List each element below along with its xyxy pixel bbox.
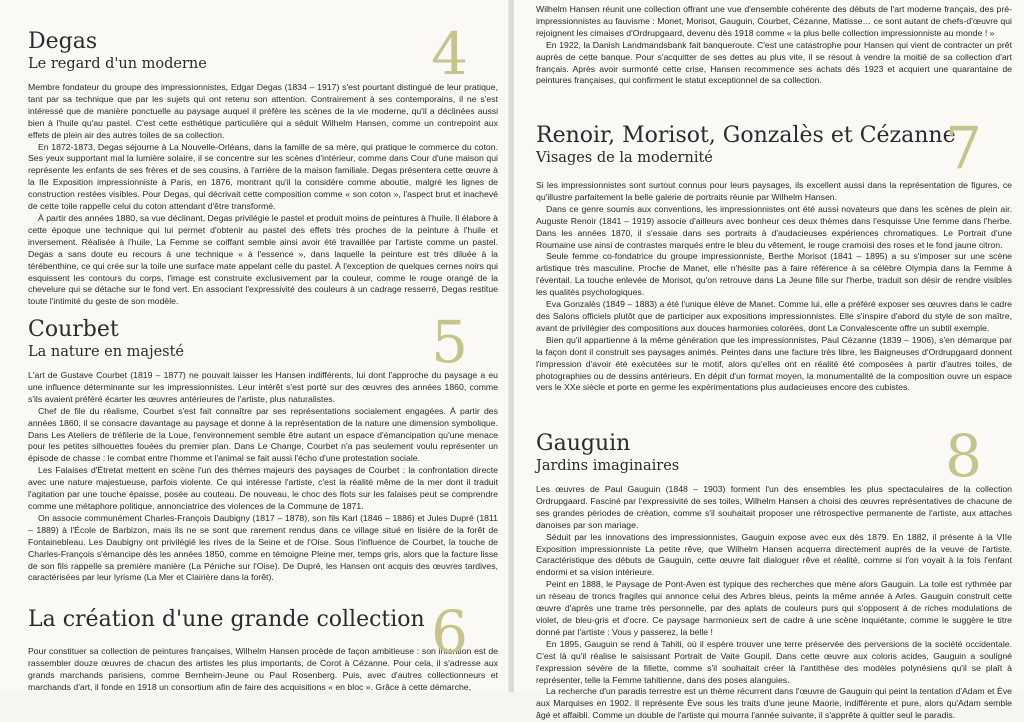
- section-intro-continued: [536, 4, 1012, 87]
- paragraph: Si les impressionnistes sont surtout connus pour leurs paysages, ils excellent aussi dans la représentation de figures, ce qu'illustre parfaitement la belle galerie de portraits réunie par Wilhelm Hansen.: [536, 180, 1012, 202]
- paragraph: Peint en 1888, le Paysage de Pont-Aven est typique des recherches que mène alors Gauguin. La toile est rythmée par un réseau de troncs fragiles qui annonce celui des Arbres bleus, peints la même année à Arles. Gauguin construit cette œuvre d'après une trame très personnelle, par des aplats de couleurs purs qui s'opposent à de riches modulations de violet, de bleu-gris et d'ocre. Ce paysage harmonieux sert de cadre à une scène inquiétante, comme le suggère le titre donné par l'artiste : Vous y passerez, la belle !: [536, 579, 1012, 637]
- section-body: [536, 180, 1012, 394]
- paragraph: Seule femme co-fondatrice du groupe impressionniste, Berthe Morisot (1841 – 1895) a su s'imposer sur une scène artistique très masculine. Proche de Manet, elle n'hésite pas à faire référence à sa célèbre Olympia dans la Femme à l'éventail. La touche enlevée de Morisot, qu'on retrouve dans La Jeune fille sur l'herbe, traduit son désir de rendre visibles les qualités psychologiques.: [536, 251, 1012, 298]
- section-subtitle: La nature en majesté: [28, 344, 185, 360]
- section-header: [28, 20, 498, 88]
- section-courbet: [28, 308, 498, 584]
- section-renoir: [536, 114, 1012, 394]
- section-title: Degas: [28, 29, 98, 54]
- section-body: [28, 370, 498, 584]
- paragraph: En 1872-1873, Degas séjourne à La Nouvelle-Orléans, dans la famille de sa mère, qui pratique le commerce du coton. Ses yeux supportant mal la lumière solaire, il se concentre sur les scènes d'intérieur, comme dans Cour d'une maison qui représente les enfants de ses frères et de ses cousins, à l'arrière de la maison familiale. Degas présentera cette œuvre à la IIe Exposition impressionniste à Paris, en 1876, montrant qu'il la considère comme aboutie, malgré les lignes de construction restées visibles. Pour Degas, qui décrivait cette composition comme « son coton », l'aspect brut et inachevé de cette toile rappelle celui du coton attendant d'être transformé.: [28, 141, 498, 212]
- section-subtitle: Le regard d'un moderne: [28, 56, 207, 72]
- paragraph: Pour constituer sa collection de peintures françaises, Wilhelm Hansen procède de façon ambitieuse : son intention est de rassembler douze œuvres de chacun des artistes les plus importants, de Corot à Cézanne. Pour cela, il s'adresse aux grands marchands parisiens, comme Bernheim-Jeune ou Paul Rosenberg. Puis, avec d'autres collectionneurs et marchands d'art, il fonde en 1918 un consortium afin de faire des acquisitions « en bloc ». Grâce à cette démarche,: [28, 646, 498, 692]
- paragraph: Wilhelm Hansen réunit une collection offrant une vue d'ensemble cohérente des débuts de l'art moderne français, des pré-impressionnistes au fauvisme : Monet, Morisot, Gauguin, Courbet, Cézanne, Matisse… ce sont autant de chefs-d'œuvre qui rejoignent les cimaises d'Ordrupgaard, devenu dès 1918 comme « la plus belle collection impressionniste au monde ! »: [536, 4, 1012, 38]
- section-body: [536, 484, 1012, 722]
- section-number: 6: [431, 598, 468, 666]
- paragraph: En 1895, Gauguin se rend à Tahiti, où il espère trouver une terre préservée des perversions de la société occidentale. C'est là qu'il réalise le saisissant Portrait de Vaite Goupil. Dans cette œuvre aux coloris acides, Gauguin a souligné l'expression sévère de la fillette, comme s'il souhaitait créer là l'antithèse des modèles polynésiens qu'il se plaît à représenter, telle la Femme tahitienne, dans des poses alanguies.: [536, 638, 1012, 685]
- paragraph: La recherche d'un paradis terrestre est un thème récurrent dans l'œuvre de Gauguin qui peint la tentation d'Adam et Ève aux Marquises en 1902. Il représente Ève sous les traits d'une jeune Maorie, indifférente et pure, alors qu'Adam semble âgé et affaibli. Comme un double de l'artiste qui mourra l'année suivante, il s'apprête à quitter seul le paradis.: [536, 686, 1012, 721]
- section-creation: [28, 598, 498, 694]
- paragraph: L'art de Gustave Courbet (1819 – 1877) ne pouvait laisser les Hansen indifférents, lui dont l'approche du paysage a eu une influence déterminante sur les impressionnistes. Leur intérêt s'est porté sur des œuvres des années 1860, comme s'ils avaient préféré écarter les œuvres antérieures de l'artiste, plus naturalistes.: [28, 370, 498, 404]
- paragraph: Bien qu'il appartienne à la même génération que les impressionnistes, Paul Cézanne (1839 – 1906), s'en démarque par la façon dont il construit ses paysages animés. Peintes dans une facture très libre, les Baigneuses d'Ordrupgaard donnent l'impression d'avoir été exécutées sur le motif, alors qu'elles ont en réalité été composées à partir d'autres toiles, de photographies ou de dessins antérieurs. En dépit d'un format moyen, la monumentalité de la composition ouvre un espace vers le XXe siècle et porte en germe les expérimentations plus audacieuses encore des cubistes.: [536, 334, 1012, 393]
- section-body: [28, 82, 498, 308]
- section-title: Gauguin: [536, 431, 631, 456]
- section-subtitle: Visages de la modernité: [536, 150, 713, 166]
- section-number: 8: [945, 422, 982, 490]
- paragraph: Les Falaises d'Étretat mettent en scène l'un des thèmes majeurs des paysages de Courbet : la confrontation directe avec une nature majestueuse, parfois violente. Ce qui intéresse l'artiste, c'est la réalité même de la mer dont il traduit l'agitation par une touche épaisse, posée au couteau. De nouveau, le choc des flots sur les falaises peut se comprendre comme une métaphore politique, annonciatrice des violences de la Commune de 1871.: [28, 465, 498, 511]
- section-header: [536, 422, 1012, 490]
- section-subtitle: Jardins imaginaires: [536, 458, 680, 474]
- paragraph: Chef de file du réalisme, Courbet s'est fait connaître par ses représentations socialement engagées. À partir des années 1860, il se consacre davantage au paysage et donne à la représentation de la nature une dimension symbolique. Dans Les Ateliers de tréfilerie de la Loue, l'environnement semble être autant un espace d'émancipation qu'une menace pour les petites silhouettes fouées du premier plan. Dans Le Change, Courbet n'a pas seulement voulu représenter un épisode de chasse : le combat entre l'homme et l'animal se fait aussi l'écho d'une protestation sociale.: [28, 405, 498, 464]
- section-header: [28, 598, 498, 666]
- paragraph: Membre fondateur du groupe des impressionnistes, Edgar Degas (1834 – 1917) s'est pourtant distingué de leur pratique, tant par sa technique que par les sujets qui ont retenu son attention. Contrairement à ses contemporains, il ne s'est intéressé que de manière ponctuelle au paysage auquel il préfère les scènes de la vie moderne, qu'il a déclinées aussi bien à l'huile qu'au pastel. C'est cette esthétique particulière qui a séduit Wilhelm Hansen, comme un contrepoint aux effets de plein air des autres toiles de sa collection.: [28, 82, 498, 140]
- paragraph: À partir des années 1880, sa vue déclinant, Degas privilégie le pastel et produit moins de peintures à l'huile. Il élabore à cette époque une technique qui lui permet d'obtenir au pastel des effets très proches de la peinture à l'huile et inversement. Réalisée à l'huile, La Femme se coiffant semble ainsi avoir été travaillée par l'artiste comme un pastel. Degas a sans doute eu recours à une technique « à l'essence », dans laquelle la peinture est très diluée à la térébenthine, ce qui crée sur la toile une surface mate appelant celle du pastel. À l'exception de quelques cernes noirs qui esquissent les contours du corps, l'image est construite exclusivement par la couleur, comme le rouge orangé de la chevelure qui se détache sur le fond vert. En associant l'expressivité des couleurs à un cadrage resserré, Degas restitue toute l'intimité du geste de son modèle.: [28, 212, 498, 307]
- paragraph: On associe communément Charles-François Daubigny (1817 – 1878), son fils Karl (1846 – 1886) et Jules Dupré (1811 – 1889) à l'École de Barbizon, mais ils ne se sont que rarement rendus dans ce village situé en lisière de la forêt de Fontainebleau. Les Daubigny ont privilégié les rives de la Seine et de l'Oise. Sous l'influence de Courbet, la touche de Charles-François s'émancipe dès les années 1850, comme en témoigne Pleine mer, temps gris, alors que la facture lisse de son fils rappelle sa première manière (La Péniche sur l'Oise). De Dupré, les Hansen ont acquis des œuvres tardives, caractérisées par leur lyrisme (La Mer et Clairière dans la forêt).: [28, 512, 498, 583]
- right-page: [514, 0, 1024, 721]
- paragraph: Séduit par les innovations des impressionnistes, Gauguin expose avec eux dès 1879. En 1882, il présente à la VIIe Exposition impressionniste La petite rêve, que Wilhelm Hansen acquerra directement auprès de la veuve de l'artiste. Caractéristique des débuts de Gauguin, cette œuvre fait dialoguer rêve et réalité, comme si l'on voyait à la fois l'enfant endormi et sa vision intérieure.: [536, 531, 1012, 578]
- section-title: Renoir, Morisot, Gonzalès et Cézanne: [536, 123, 956, 148]
- section-gauguin: [536, 422, 1012, 722]
- section-body: [536, 4, 1012, 87]
- section-header: [536, 114, 1012, 182]
- section-degas: [28, 20, 498, 308]
- section-body: [28, 646, 498, 694]
- paragraph: Les œuvres de Paul Gauguin (1848 – 1903) forment l'un des ensembles les plus spectaculaires de la collection Ordrupgaard. Fasciné par l'expressivité de ses toiles, Wilhelm Hansen a choisi des œuvres représentatives de chacune de ses grandes périodes de création, comme s'il souhaitait proposer une rétrospective permanente de l'artiste, aux attaches danoises par son mariage.: [536, 484, 1012, 530]
- section-number: 5: [431, 308, 468, 376]
- section-number: 4: [431, 20, 468, 88]
- paragraph: Dans ce genre soumis aux conventions, les impressionnistes ont été aussi novateurs que dans les scènes de plein air. Auguste Renoir (1841 – 1919) associe d'ailleurs avec bonheur ces deux thèmes dans l'esquisse Une femme dans l'herbe. Dans les années 1870, il s'essaie dans ses portraits à d'audacieuses expériences chromatiques. Le Portrait d'une Roumaine use ainsi de contrastes marqués entre le bleu du vêtement, le rouge cramoisi des roses et le fond jaune citron.: [536, 203, 1012, 250]
- section-title: La création d'une grande collection: [28, 607, 425, 632]
- left-page: [0, 0, 510, 692]
- section-header: [28, 308, 498, 376]
- section-number: 7: [945, 114, 982, 182]
- section-title: Courbet: [28, 317, 119, 342]
- paragraph: En 1922, la Danish Landmandsbank fait banqueroute. C'est une catastrophe pour Hansen qui vient de contracter un prêt auprès de cette banque. Pour s'acquitter de ses dettes au plus vite, il se résout à vendre la moitié de sa collection d'art français. Après avoir surmonté cette crise, Hansen recommence ses achats dès 1923 et acquiert une quarantaine de peintures françaises, qui confirment le statut exceptionnel de sa collection.: [536, 39, 1012, 86]
- paragraph: Eva Gonzalès (1849 – 1883) a été l'unique élève de Manet. Comme lui, elle a préféré exposer ses œuvres dans le cadre des Salons officiels plutôt que de participer aux expositions impressionnistes. Elle s'inspire d'abord du style de son maître, avant de privilégier des compositions aux douces harmonies colorées, dont La Convalescente offre un subtil exemple.: [536, 299, 1012, 333]
